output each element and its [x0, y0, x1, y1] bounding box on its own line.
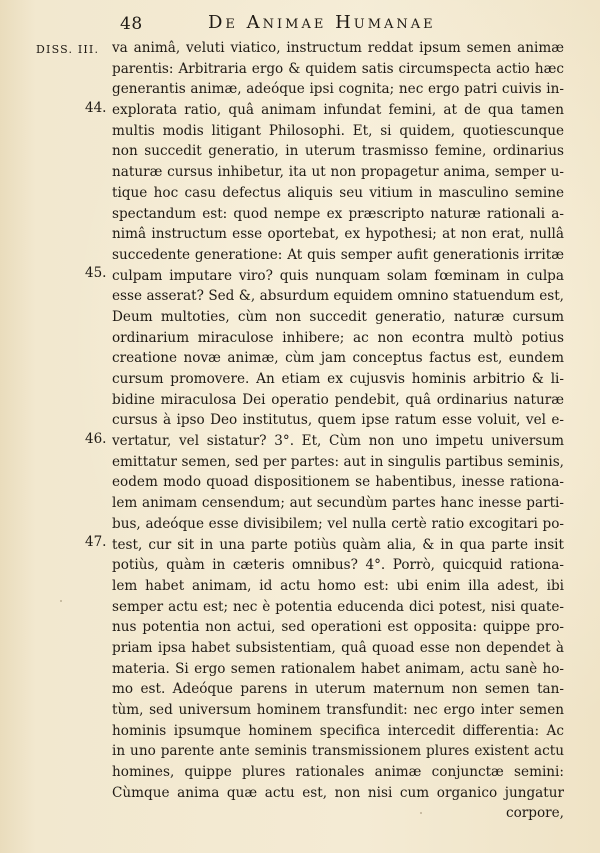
- margin-number-46: 46.: [85, 431, 107, 447]
- text-line: hominis ipsumque hominem specifica intercedit differentia: Ac: [112, 722, 564, 739]
- text-line: lem animam censendum; aut secundùm partes hanc inesse parti-: [112, 495, 564, 512]
- paper-speck: [60, 600, 62, 602]
- text-line: in uno parente ante seminis transmissionem plures existent actu: [112, 743, 564, 760]
- text-line: priam ipsa habet subsistentiam, quâ quoad esse non dependet à: [112, 639, 564, 656]
- text-line: Deum multoties, cùm non succedit generatio, naturæ cursum: [112, 308, 564, 325]
- text-line: non succedit generatio, in uterum trasmisso femine, ordinarius: [112, 143, 564, 160]
- text-line: homines, quippe plures rationales animæ conjunctæ semini:: [112, 764, 564, 781]
- text-line: bidine miraculosa Dei operatio pendebit, quâ ordinarius naturæ: [112, 391, 564, 408]
- text-line: spectandum est: quod nempe ex præscripto naturæ rationali a-: [112, 205, 564, 222]
- margin-number-45: 45.: [85, 265, 107, 281]
- text-line: esse asserat? Sed &, absurdum equidem omnino statuendum est,: [112, 288, 564, 305]
- margin-number-47: 47.: [85, 534, 107, 550]
- text-line: succedente generatione: At quis semper aufit generationis irritæ: [112, 246, 564, 263]
- text-line: culpam imputare viro? quis nunquam solam fœminam in culpa: [112, 267, 564, 284]
- text-line: bus, adeóque esse divisibilem; vel nulla certè ratio excogitari po-: [112, 515, 564, 532]
- text-line: Cùmque anima quæ actu est, non nisi cum organico jungatur: [112, 784, 564, 801]
- text-line: nus potentia non actui, sed operationi est opposita: quippe pro-: [112, 619, 564, 636]
- running-title: De Animae Humanae: [208, 12, 436, 33]
- text-line: test, cur sit in una parte potiùs quàm alia, & in qua parte insit: [112, 536, 564, 553]
- margin-number-44: 44.: [85, 100, 107, 116]
- paper-speck: [250, 790, 252, 792]
- text-line: multis modis litigant Philosophi. Et, si quidem, quotiescunque: [112, 122, 564, 139]
- text-line: naturæ cursus inhibetur, ita ut non propagetur anima, semper u-: [112, 164, 564, 181]
- text-line: emittatur semen, sed per partes: aut in singulis partibus seminis,: [112, 453, 564, 470]
- text-line: materia. Si ergo semen rationalem habet animam, actu sanè ho-: [112, 660, 564, 677]
- page-number: 48: [120, 14, 143, 34]
- text-line: va animâ, veluti viatico, instructum reddat ipsum semen animæ: [112, 40, 564, 56]
- text-line: nimâ instructum esse oportebat, ex hypothesi; at non erat, nullâ: [112, 226, 564, 243]
- text-line: parentis: Arbitraria ergo & quidem satis circumspecta actio hæc: [112, 60, 564, 77]
- body-text: [112, 38, 564, 824]
- text-line: generantis animæ, adeóque ipsi cognita; nec ergo patri cuivis in-: [112, 81, 564, 98]
- catchword-line: corpore,: [505, 805, 564, 822]
- text-line: cursus à ipso Deo institutus, quem ipse ratum esse voluit, vel e-: [112, 412, 564, 429]
- text-line: tùm, sed universum hominem transfundit: nec ergo inter semen: [112, 702, 564, 718]
- text-line: ordinarium miraculose inhibere; ac non econtra multò potius: [112, 329, 564, 346]
- section-signature: DISS. III.: [36, 43, 100, 56]
- text-line: eodem modo quoad dispositionem se habentibus, inesse rationa-: [112, 474, 564, 491]
- text-line: potiùs, quàm in cæteris omnibus? 4°. Porrò, quicquid rationa-: [112, 557, 564, 574]
- text-line: tique hoc casu defectus aliquis seu vitium in masculino semine: [112, 184, 564, 201]
- text-line: cursum promovere. An etiam ex cujusvis hominis arbitrio & li-: [112, 371, 564, 387]
- text-line: explorata ratio, quâ animam infundat femini, at de qua tamen: [112, 102, 564, 119]
- text-line: lem habet animam, id actu homo est: ubi enim illa adest, ibi: [112, 577, 564, 594]
- text-line: semper actu est; nec è potentia educenda dici potest, nisi quate-: [112, 598, 564, 615]
- paper-speck: [420, 812, 422, 814]
- text-line: creatione novæ animæ, cùm jam conceptus factus est, eundem: [112, 350, 564, 367]
- text-line: vertatur, vel sistatur? 3°. Et, Cùm non uno impetu universum: [112, 433, 564, 450]
- text-line: mo est. Adeóque parens in uterum maternum non semen tan-: [112, 681, 564, 698]
